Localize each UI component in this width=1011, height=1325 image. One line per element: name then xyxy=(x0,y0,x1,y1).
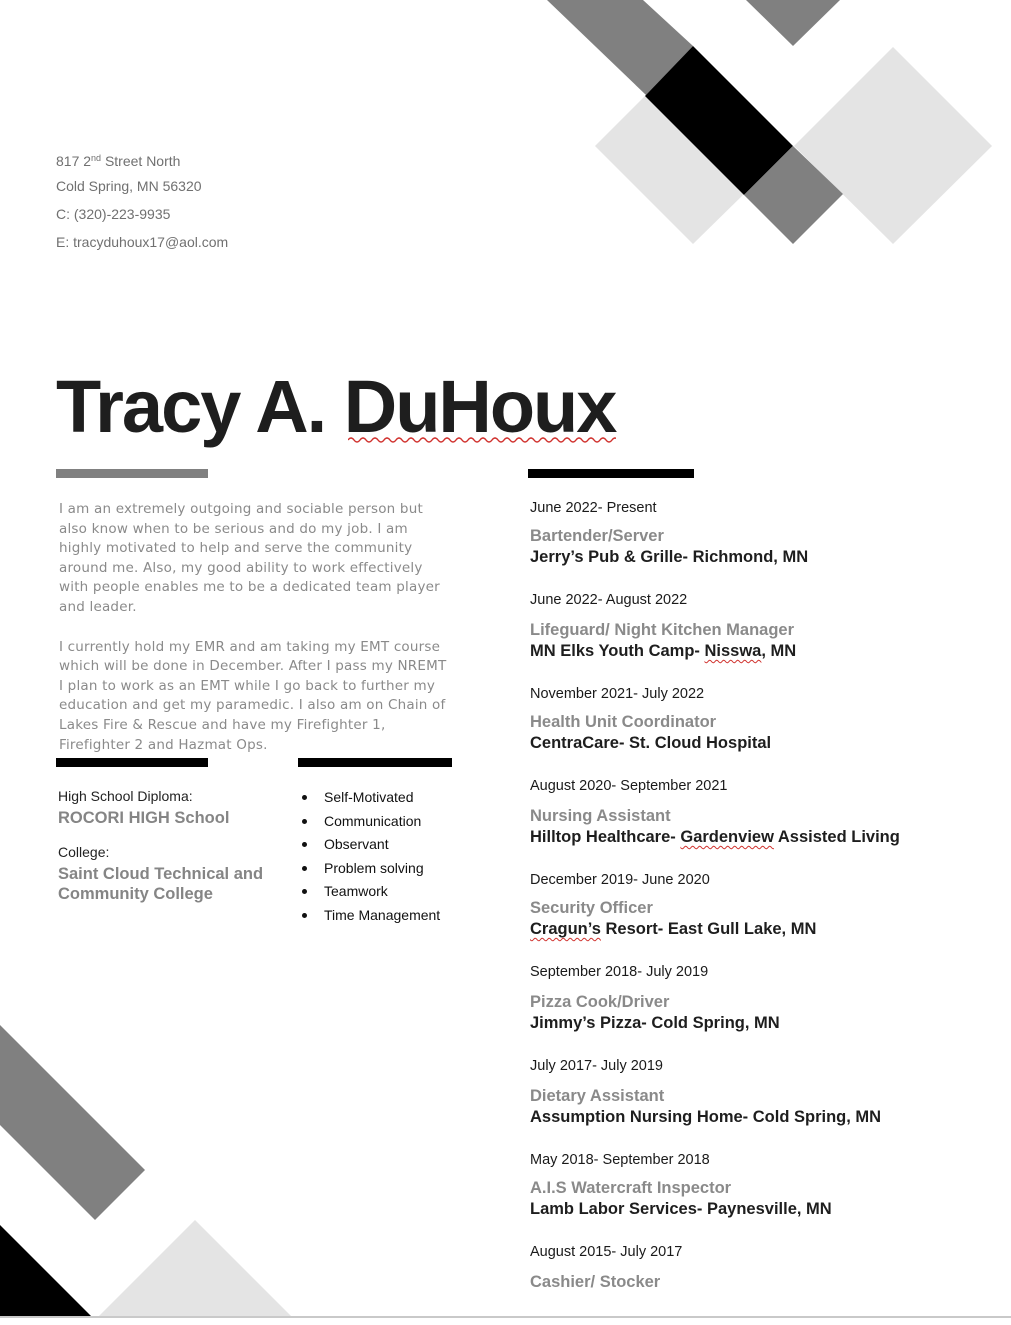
job-title: A.I.S Watercraft Inspector xyxy=(530,1179,732,1197)
job-title: Nursing Assistant xyxy=(530,807,671,825)
job-employer: Jerry’s Pub & Grille- Richmond, MN xyxy=(530,548,809,566)
skill-item: Observant xyxy=(300,833,440,857)
deco-light-diamond-right xyxy=(794,47,992,244)
job-employer: Jimmy’s Pizza- Cold Spring, MN xyxy=(530,1014,780,1032)
high-school-label: High School Diploma: xyxy=(58,788,193,804)
job-date: September 2018- July 2019 xyxy=(530,964,709,980)
skill-item: Problem solving xyxy=(300,857,440,881)
job-title: Health Unit Coordinator xyxy=(530,713,717,731)
education-section xyxy=(58,786,278,904)
experience-entry xyxy=(530,1056,1000,1128)
page-bottom-edge xyxy=(0,1316,1011,1318)
summary-paragraph: I am an extremely outgoing and sociable person but also know when to be serious and do my job. I am highly motivated to help and serve the community around me. Also, my good ability to work effectively with people enables me to be a dedicated team player and leader. xyxy=(59,501,440,615)
summary-paragraph: I currently hold my EMR and am taking my EMT course which will be done in December. After I pass my NREMT I plan to work as an EMT while I go back to further my education and get my paramedic. I also am on Chain of Lakes Fire & Rescue and have my Firefighter 1, Firefighter 2 and Hazmat Ops. xyxy=(59,638,447,753)
job-date: August 2020- September 2021 xyxy=(530,778,728,794)
job-employer: Lamb Labor Services- Paynesville, MN xyxy=(530,1200,832,1218)
deco-black-diamond xyxy=(645,46,793,195)
job-employer: Hilltop Healthcare- Gardenview Assisted Living xyxy=(530,828,900,846)
profile-summary xyxy=(59,500,447,775)
job-date: June 2022- Present xyxy=(530,500,657,516)
contact-phone: C: (320)-223-9935 xyxy=(56,206,171,222)
job-employer: CentraCare- St. Cloud Hospital xyxy=(530,734,772,752)
deco-bottom-black-triangle xyxy=(0,1225,93,1318)
job-date: May 2018- September 2018 xyxy=(530,1152,710,1168)
experience-entry xyxy=(530,870,1000,940)
job-title: Security Officer xyxy=(530,899,653,917)
experience-entry xyxy=(530,684,1000,754)
job-title: Cashier/ Stocker xyxy=(530,1273,661,1291)
spellcheck-underline xyxy=(348,436,616,444)
summary-section-bar xyxy=(56,469,208,478)
skill-item: Time Management xyxy=(300,904,440,928)
skill-item: Communication xyxy=(300,810,440,834)
contact-city: Cold Spring, MN 56320 xyxy=(56,178,202,194)
job-date: August 2015- July 2017 xyxy=(530,1244,683,1260)
experience-entry xyxy=(530,1242,1000,1292)
deco-light-diamond-left xyxy=(595,96,744,244)
experience-section-bar xyxy=(528,469,694,478)
skill-item: Self-Motivated xyxy=(300,786,440,810)
job-date: November 2021- July 2022 xyxy=(530,686,705,702)
college-label: College: xyxy=(58,844,110,860)
deco-top-diamond xyxy=(746,0,840,46)
skill-item: Teamwork xyxy=(300,880,440,904)
job-title: Bartender/Server xyxy=(530,527,664,545)
experience-entry xyxy=(530,962,1000,1034)
job-date: December 2019- June 2020 xyxy=(530,872,710,888)
job-title: Dietary Assistant xyxy=(530,1087,665,1105)
deco-grey-band xyxy=(547,0,693,95)
experience-entry xyxy=(530,498,1000,568)
job-employer: MN Elks Youth Camp- Nisswa, MN xyxy=(530,642,797,660)
experience-entry xyxy=(530,1150,1000,1220)
experience-entry xyxy=(530,776,1000,848)
job-employer: Cragun’s Resort- East Gull Lake, MN xyxy=(530,920,817,938)
high-school-name: ROCORI HIGH School xyxy=(58,809,230,827)
job-date: July 2017- July 2019 xyxy=(530,1058,663,1074)
applicant-name: Tracy A. DuHoux xyxy=(56,365,616,448)
experience-entry xyxy=(530,590,1000,662)
deco-bottom-grey-band xyxy=(0,1025,145,1220)
job-date: June 2022- August 2022 xyxy=(530,592,688,608)
contact-info xyxy=(56,146,228,258)
deco-grey-diamond xyxy=(744,146,843,244)
job-title: Pizza Cook/Driver xyxy=(530,993,670,1011)
contact-email: E: tracyduhoux17@aol.com xyxy=(56,234,229,250)
college-name: Saint Cloud Technical and Community College xyxy=(58,865,264,903)
deco-bottom-light-triangle xyxy=(97,1220,293,1318)
contact-address: 817 2nd Street North xyxy=(56,153,181,169)
skills-list xyxy=(300,786,440,928)
job-title: Lifeguard/ Night Kitchen Manager xyxy=(530,621,795,639)
job-employer: Assumption Nursing Home- Cold Spring, MN xyxy=(530,1108,882,1126)
